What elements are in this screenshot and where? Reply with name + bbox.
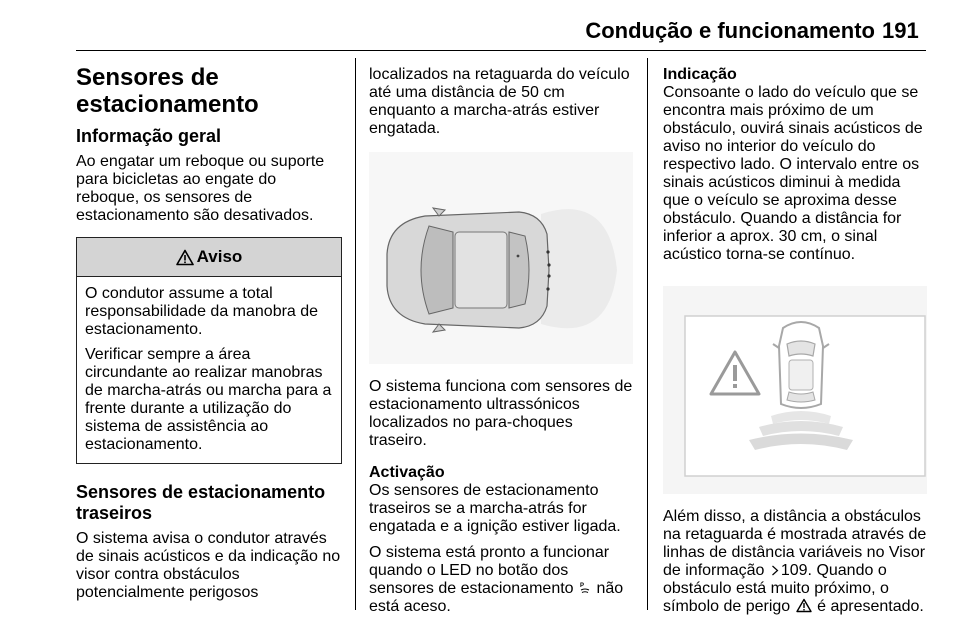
rear-sensors-paragraph: O sistema avisa o condutor através de sinais acústicos e da indicação no visor contra obstáculos potencialmente perigosos (76, 530, 341, 601)
rear-sensors-title: Sensores de estacionamento traseiros (76, 482, 326, 523)
note-title: Indicação (663, 66, 737, 83)
warning-triangle-icon (796, 598, 812, 613)
warning-header (77, 238, 341, 277)
ready-text-end: não está aceso. (369, 580, 624, 615)
column-2 (369, 66, 633, 624)
warning-paragraph: O condutor assume a total responsabilidade da manobra de estacionamento. (85, 285, 319, 338)
column-divider (355, 58, 356, 610)
parking-sensor-icon (580, 581, 590, 595)
section-title: Sensores de estacionamento (76, 64, 259, 118)
car-sensor-illustration (369, 152, 633, 364)
display-paragraph (663, 508, 929, 616)
warning-triangle-icon (176, 249, 194, 266)
page-reference (769, 562, 808, 579)
page-reference-number: 109 (780, 562, 808, 579)
column-divider (647, 58, 648, 610)
activation-paragraph: Os sensores de estacionamento traseiros se a marcha-atrás for engatada e a ignição estiver ligada. (369, 482, 621, 535)
page-reference-icon (771, 565, 779, 576)
display-text: Além disso, a distância a obstáculos na retaguarda é mostrada através de linhas de distância variáveis no Visor de informação (663, 508, 927, 579)
figure-caption: O sistema funciona com sensores de estacionamento ultrassónicos localizados no para-choques traseiro. (369, 378, 633, 449)
ready-paragraph (369, 544, 633, 616)
page-number: 191 (882, 18, 919, 43)
note-paragraph: Consoante o lado do veículo que se encontra mais próximo de um obstáculo, ouvirá sinais acústicos de aviso no interior do veículo do respectivo lado. O intervalo entre os sinais acústicos diminui à medida que o veículo se aproxima desse obstáculo. Quando a distância for inferior a aprox. 30 cm, o sinal acústico torna-se contínuo. (663, 84, 923, 263)
warning-label: Aviso (196, 247, 243, 266)
column-1 (76, 64, 342, 610)
intro-paragraph: Ao engatar um reboque ou suporte para bicicletas ao engate do reboque, os sensores de estacionamento são desativados. (76, 153, 325, 224)
running-header-title: Condução e funcionamento (585, 18, 875, 43)
svg-text:P: P (580, 583, 585, 589)
header-divider (76, 50, 926, 51)
display-text-mid: . Quando o obstáculo está muito próximo, o símbolo de perigo (663, 562, 889, 615)
column-3 (663, 66, 929, 624)
display-screen-illustration (663, 286, 927, 494)
ready-text: O sistema está pronto a funcionar quando o LED no botão dos sensores de estacionamento (369, 544, 610, 597)
continued-paragraph: localizados na retaguarda do veículo até uma distância de 50 cm enquanto a marcha-atrás estiver engatada. (369, 66, 630, 137)
display-text-end: é apresentado. (817, 598, 924, 615)
activation-title: Activação (369, 464, 445, 481)
warning-box (76, 237, 342, 464)
warning-paragraph: Verificar sempre a área circundante ao realizar manobras de marcha-atrás ou marcha para a frente durante a utilização do sistema de assistência ao estacionamento. (85, 346, 332, 453)
subsection-title: Informação geral (76, 126, 222, 146)
